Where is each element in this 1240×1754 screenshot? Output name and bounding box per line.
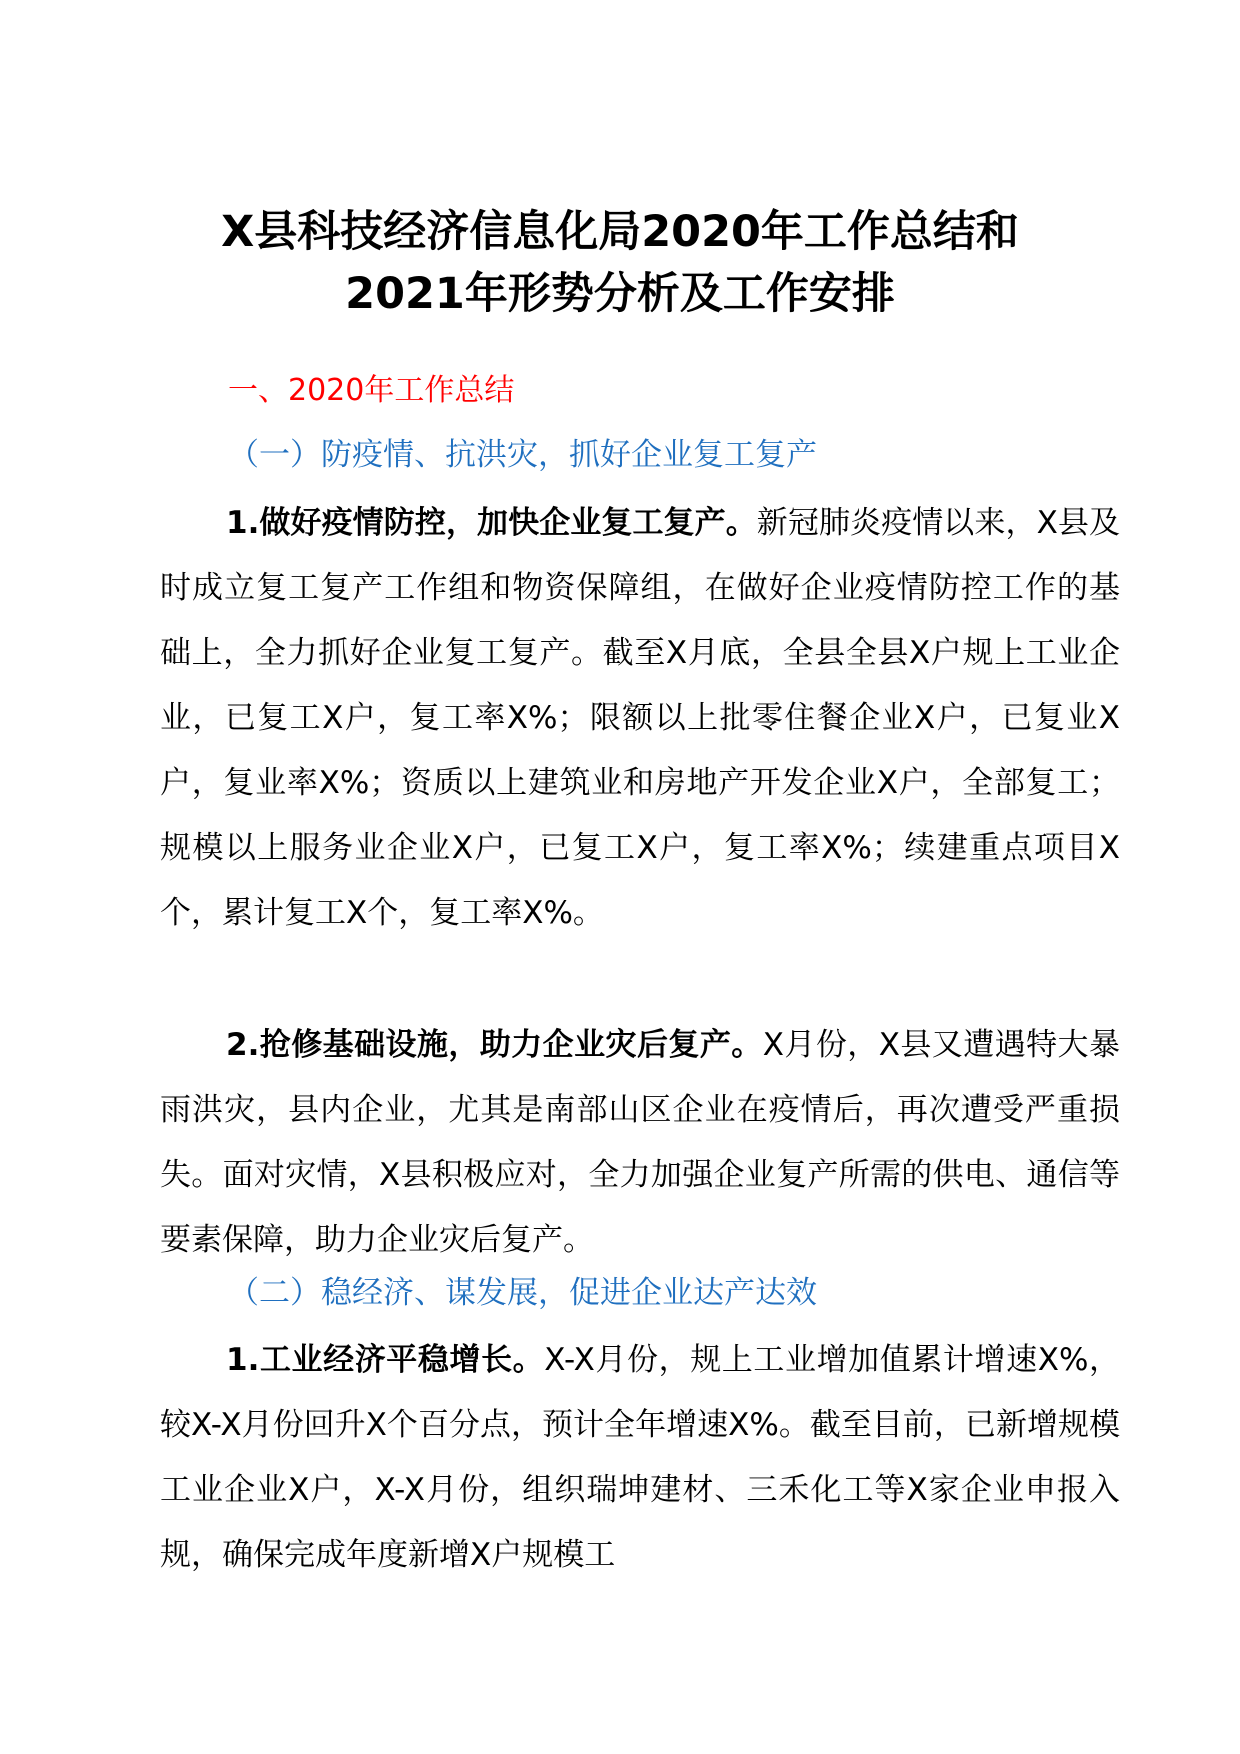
paragraph-text: X-X月份，规上工业增加值累计增速X%，较X-X月份回升X个百分点，预计全年增速X%。截至目前，已新增规模工业企业X户，X-X月份，组织瑞坤建材、三禾化工等X家企业申报入规，确保完成年度新增X户规模工 [160, 1342, 1120, 1573]
paragraph-lead: 2.抢修基础设施，助力企业灾后复产。 [226, 1027, 763, 1063]
paragraph-text: X月份，X县又遭遇特大暴雨洪灾，县内企业，尤其是南部山区企业在疫情后，再次遭受严重损失。面对灾情，X县积极应对，全力加强企业复产所需的供电、通信等要素保障，助力企业灾后复产。 [160, 1027, 1120, 1258]
paragraph-lead: 1.做好疫情防控，加快企业复工复产。 [226, 505, 757, 541]
paragraph-industrial-growth [160, 1328, 1120, 1588]
document-title-line1: X县科技经济信息化局2020年工作总结和 [221, 207, 1019, 257]
section-heading-1: 一、2020年工作总结 [228, 373, 515, 408]
subsection-heading-2: （二）稳经济、谋发展，促进企业达产达效 [228, 1275, 817, 1311]
subsection-heading-1: （一）防疫情、抗洪灾，抓好企业复工复产 [228, 437, 817, 473]
paragraph-flood-recovery [160, 1013, 1120, 1273]
paragraph-text: 新冠肺炎疫情以来，X县及时成立复工复产工作组和物资保障组，在做好企业疫情防控工作的基础上，全力抓好企业复工复产。截至X月底，全县全县X户规上工业企业，已复工X户，复工率X%；限额以上批零住餐企业X户，已复业X户，复业率X%；资质以上建筑业和房地产开发企业X户，全部复工；规模以上服务业企业X户，已复工X户，复工率X%；续建重点项目X个，累计复工X个，复工率X%。 [160, 505, 1120, 931]
paragraph-lead: 1.工业经济平稳增长。 [226, 1342, 545, 1378]
document-title-line2: 2021年形势分析及工作安排 [345, 269, 895, 319]
paragraph-epidemic-resumption [160, 491, 1120, 946]
